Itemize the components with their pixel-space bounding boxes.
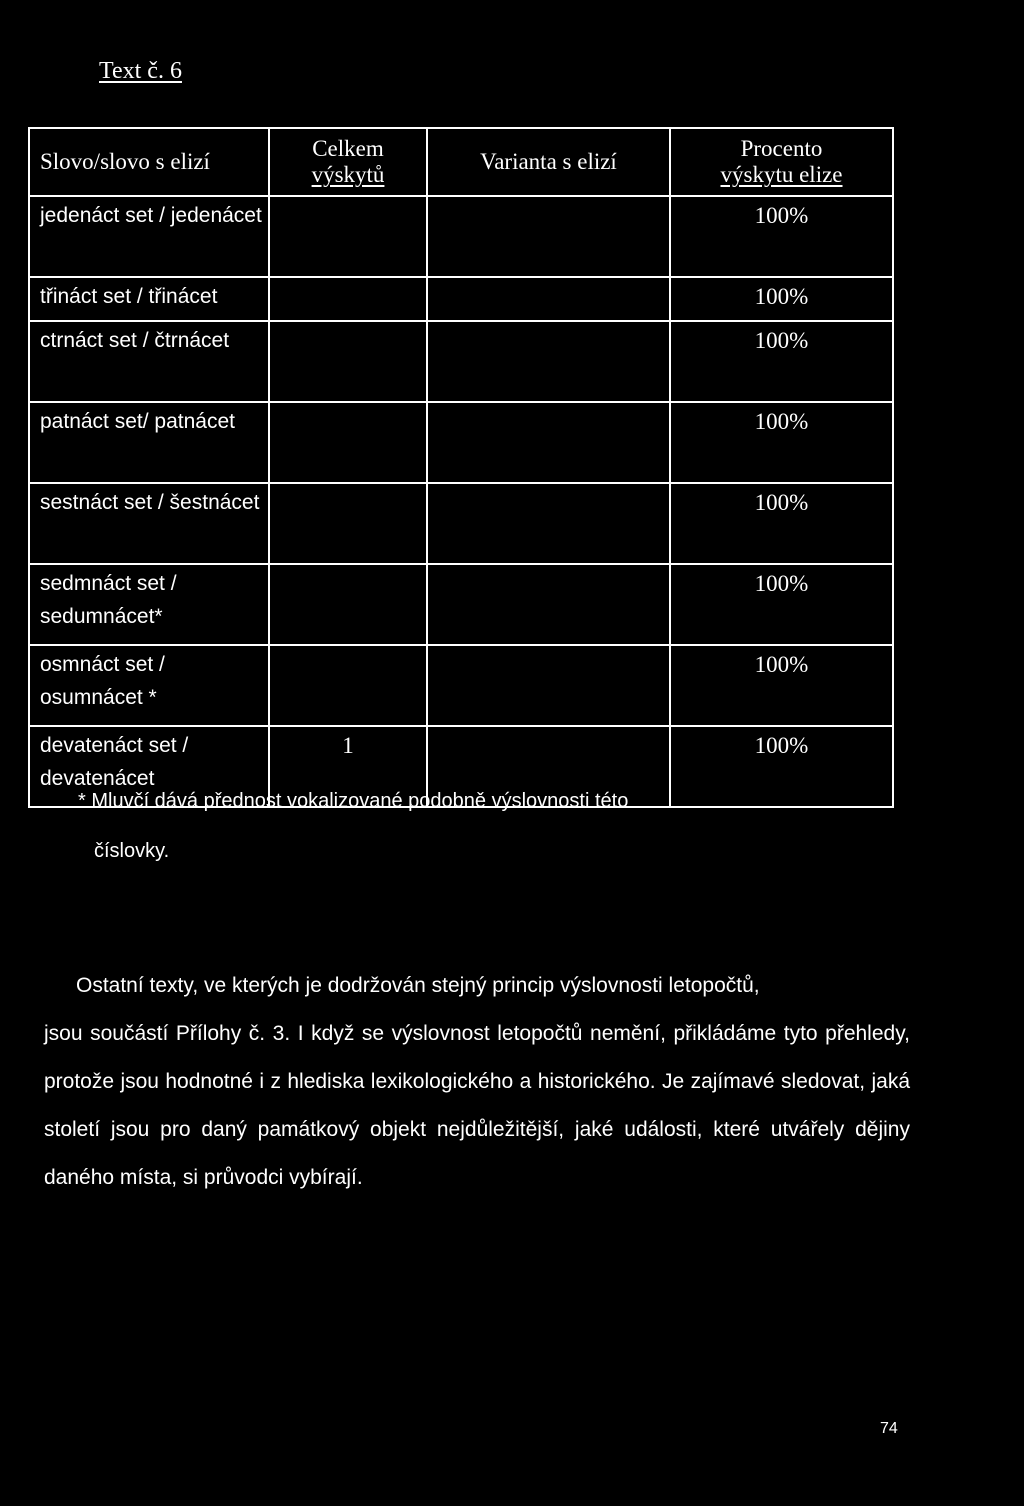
cell-percent: 100% xyxy=(670,196,893,277)
cell-word: třináct set / třinácet xyxy=(29,277,269,321)
cell-word: ctrnáct set / čtrnácet xyxy=(29,321,269,402)
header-percent xyxy=(670,128,893,196)
header-total xyxy=(269,128,427,196)
cell-variant xyxy=(427,645,670,726)
cell-total xyxy=(269,402,427,483)
cell-variant xyxy=(427,196,670,277)
header-total-line2: výskytů xyxy=(311,162,385,187)
cell-variant xyxy=(427,402,670,483)
cell-total xyxy=(269,645,427,726)
header-variant: Varianta s elizí xyxy=(427,128,670,196)
body-paragraph xyxy=(44,962,910,1202)
table-row xyxy=(29,645,893,726)
paragraph-rest: jsou součástí Přílohy č. 3. I když se výslovnost letopočtů nemění, přikládáme tyto přehledy, protože jsou hodnotné i z hlediska lexikologického a historického. Je zajímavé sledovat, jaká století jsou pro daný památkový objekt nejdůležitější, jaké události, které utvářely dějiny daného místa, si průvodci vybírají. xyxy=(44,1022,910,1189)
table-header-row xyxy=(29,128,893,196)
cell-total: 1 xyxy=(269,726,427,807)
page-number: 74 xyxy=(880,1420,898,1437)
table-row xyxy=(29,321,893,402)
cell-percent: 100% xyxy=(670,645,893,726)
header-percent-line2: výskytu elize xyxy=(720,162,843,187)
header-word: Slovo/slovo s elizí xyxy=(29,128,269,196)
table-row xyxy=(29,564,893,645)
cell-word: jedenáct set / jedenácet xyxy=(29,196,269,277)
cell-word: sedmnáct set / sedumnácet* xyxy=(29,564,269,645)
header-total-line1: Celkem xyxy=(312,136,384,161)
cell-percent: 100% xyxy=(670,277,893,321)
cell-total xyxy=(269,196,427,277)
cell-variant xyxy=(427,483,670,564)
elision-table-container xyxy=(28,127,892,808)
page-title: Text č. 6 xyxy=(99,58,182,84)
cell-total xyxy=(269,277,427,321)
header-percent-line1: Procento xyxy=(740,136,823,161)
cell-percent: 100% xyxy=(670,483,893,564)
paragraph-first-line: Ostatní texty, ve kterých je dodržován stejný princip výslovnosti letopočtů, xyxy=(76,974,760,997)
cell-variant xyxy=(427,321,670,402)
cell-total xyxy=(269,483,427,564)
cell-word: devatenáct set / devatenácet xyxy=(29,726,269,807)
table-row xyxy=(29,196,893,277)
cell-variant xyxy=(427,277,670,321)
cell-variant xyxy=(427,564,670,645)
cell-percent: 100% xyxy=(670,321,893,402)
cell-word: osmnáct set / osumnácet * xyxy=(29,645,269,726)
footnote-line2: číslovky. xyxy=(94,840,170,862)
cell-word: sestnáct set / šestnácet xyxy=(29,483,269,564)
cell-total xyxy=(269,564,427,645)
table-footnote xyxy=(78,776,838,876)
elision-table xyxy=(28,127,894,808)
cell-percent: 100% xyxy=(670,726,893,807)
cell-total xyxy=(269,321,427,402)
table-row xyxy=(29,277,893,321)
table-row xyxy=(29,402,893,483)
cell-percent: 100% xyxy=(670,564,893,645)
cell-word: patnáct set/ patnácet xyxy=(29,402,269,483)
cell-percent: 100% xyxy=(670,402,893,483)
footnote-line1: * Mluvčí dává přednost vokalizované podobně výslovnosti této xyxy=(78,790,629,812)
table-row xyxy=(29,483,893,564)
